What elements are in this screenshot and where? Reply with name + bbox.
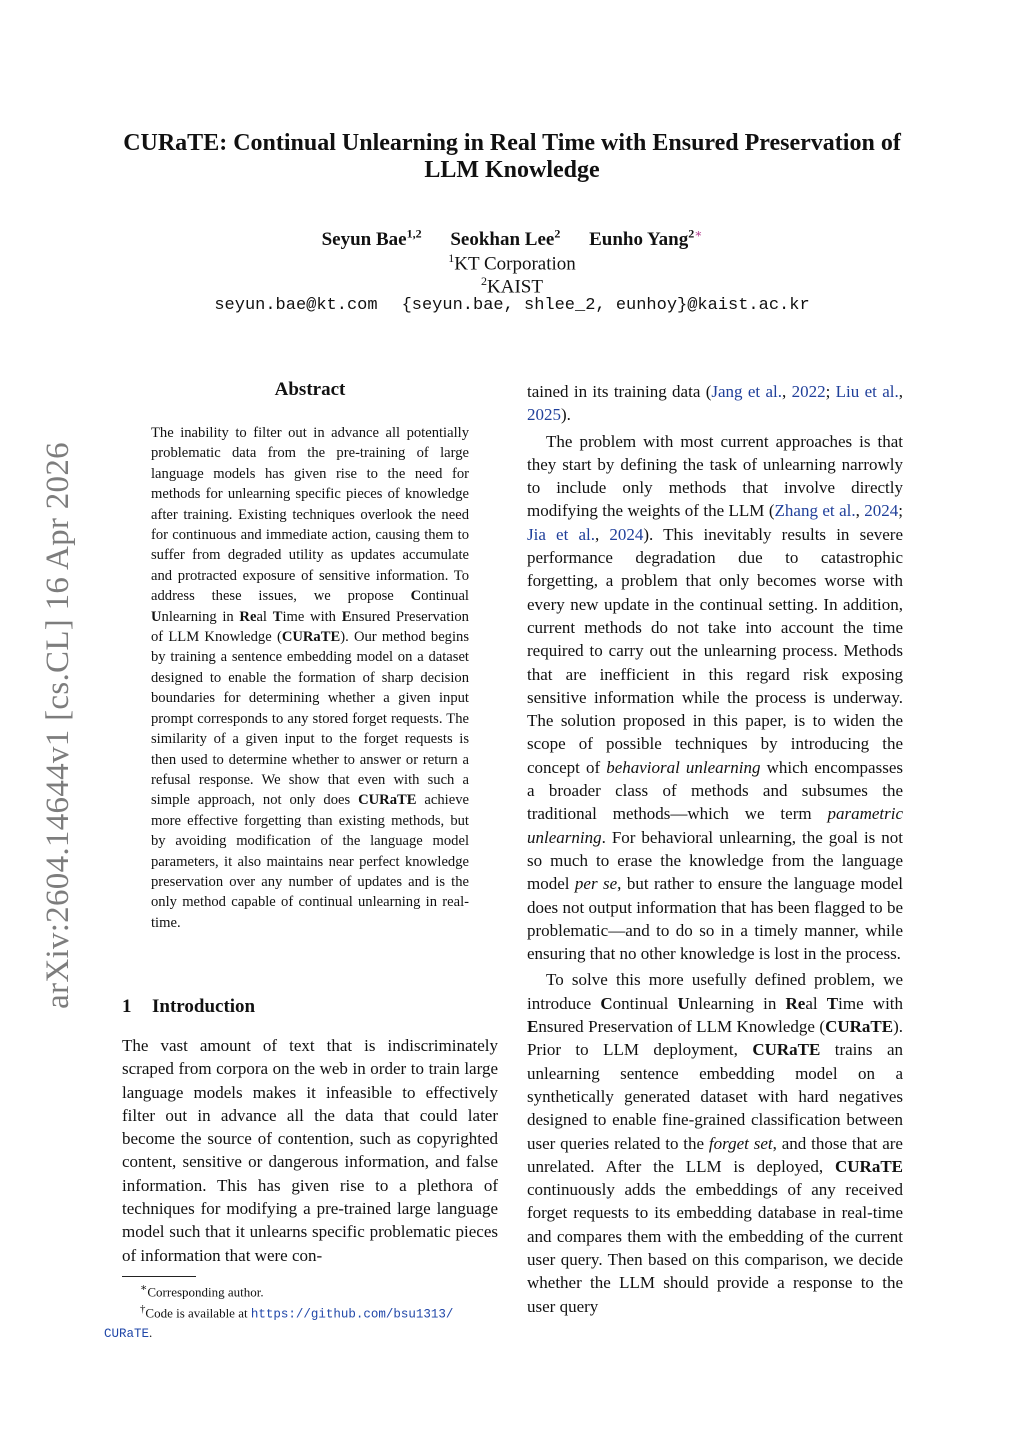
author: Seyun Bae$^{1,2}$ xyxy=(321,227,422,251)
citation-link[interactable]: Zhang et al. xyxy=(774,501,856,521)
citation-link[interactable]: 2025 xyxy=(527,405,561,425)
paragraph: tained in its training data (Jang et al., 2022; Liu et al., 2025). xyxy=(527,382,903,425)
paper-title: CURaTE: Continual Unlearning in Real Time with Ensured Preservation of LLM Knowledge xyxy=(123,130,901,183)
paragraph: The problem with most current approaches is that they start by defining the task of unlearning narrowly to include only methods that involve directly modifying the weights of the LLM (Zhang et al., 2024; Jia et al., 2024). This inevitably results in severe performance degradation due to catastrophic forgetting, a problem that only becomes worse with every new update in the continual setting. In addition, current methods do not take into account the time required to carry out the unlearning process. Methods that are inefficient in this regard risk exposing sensitive information while the process is underway. The solution proposed in this paper, is to widen the scope of possible techniques by introducing the concept of behavioral unlearning which encompasses a broader class of methods and subsumes the traditional methods—which we term parametric unlearning. For behavioral unlearning, the goal is not so much to erase the knowledge from the language model per se, but rather to ensure the language model does not output information that has been flagged to be problematic—and to do so in a timely manner, while ensuring that no other knowledge is lost in the process. xyxy=(527,431,904,964)
author: Eunho Yang$^{2∗}$ xyxy=(589,227,703,251)
citation-link[interactable]: Liu et al. xyxy=(835,382,899,401)
email: {seyun.bae, shlee_2, eunhoy}@kaist.ac.kr xyxy=(401,296,810,315)
affiliation: $^1$KT Corporation xyxy=(448,251,576,275)
footnote: †Code is available at https://github.com/bsu1313/ CURaTE. xyxy=(104,1302,454,1341)
code-link[interactable]: https://github.com/bsu1313/ xyxy=(250,1307,454,1322)
code-link-continued[interactable]: CURaTE xyxy=(104,1326,150,1341)
intro-paragraph: The vast amount of text that is indiscriminately scraped from corpora on the web in order to train large language models makes it infeasible to effectively filter out in advance all the data that could later become the source of contention, such as copyrighted content, sensitive or dangerous information, and false information. This has given rise to a plethora of techniques for modifying a pre-trained large language model such that it unlearns specific problematic pieces of information that were con- xyxy=(122,1036,498,1265)
abstract-heading: Abstract xyxy=(274,379,346,400)
footnote: ∗Corresponding author. xyxy=(140,1282,264,1300)
affiliation: $^2$KAIST xyxy=(481,274,543,298)
arxiv-identifier: arXiv:2604.14644v1 [cs.CL] 16 Apr 2026 xyxy=(39,441,76,1009)
abstract-text: The inability to filter out in advance all potentially problematic data from the pre-training of large language models has given rise to the need for methods for unlearning specific pieces of knowledge after training. Existing techniques overlook the need for continuous and immediate action, causing them to suffer from degraded utility as updates accumulate and protracted exposure of sensitive information. To address these issues, we propose Continual Unlearning in Real Time with Ensured Preservation of LLM Knowledge (CURaTE). Our method begins by training a sentence embedding model on a dataset designed to enable the formation of sharp decision boundaries for determining whether a given input prompt corresponds to any stored forget requests. The similarity of a given input to the forget requests is then used to determine whether to answer or return a refusal response. We show that even with such a simple approach, not only does CURaTE achieve more effective forgetting than existing methods, but by avoiding modification of the language model parameters, it also maintains near perfect knowledge preservation over any number of updates and is the only method capable of continual unlearning in real-time. xyxy=(151,425,469,931)
author: Seokhan Lee$^2$ xyxy=(450,227,561,251)
footnotes xyxy=(104,1280,498,1343)
author-emails xyxy=(100,296,924,315)
citation-link[interactable]: 2022 xyxy=(791,382,826,401)
intro-right-column xyxy=(527,380,903,1318)
citation-link[interactable]: Jia et al. xyxy=(527,524,595,544)
email: seyun.bae@kt.com xyxy=(214,296,378,315)
citation-link[interactable]: 2024 xyxy=(864,501,899,521)
paragraph: To solve this more usefully defined problem, we introduce Continual Unlearning in Real Time with Ensured Preservation of LLM Knowledge (CURaTE). Prior to LLM deployment, CURaTE trains an unlearning sentence embedding model on a synthetically generated dataset with hard negatives designed to enable fine-grained classification between user queries related to the forget set, and those that are unrelated. After the LLM is deployed, CURaTE continuously adds the embeddings of any received forget requests to its embedding database in real-time and compares them with the embedding of the current user query. Then based on this comparison, we decide whether the LLM should provide a response to the user query xyxy=(527,970,904,1316)
citation-link[interactable]: 2024 xyxy=(609,524,644,544)
citation-link[interactable]: Jang et al. xyxy=(711,382,782,401)
footnote-divider xyxy=(122,1276,196,1277)
section-heading: 1 Introduction xyxy=(122,996,256,1017)
